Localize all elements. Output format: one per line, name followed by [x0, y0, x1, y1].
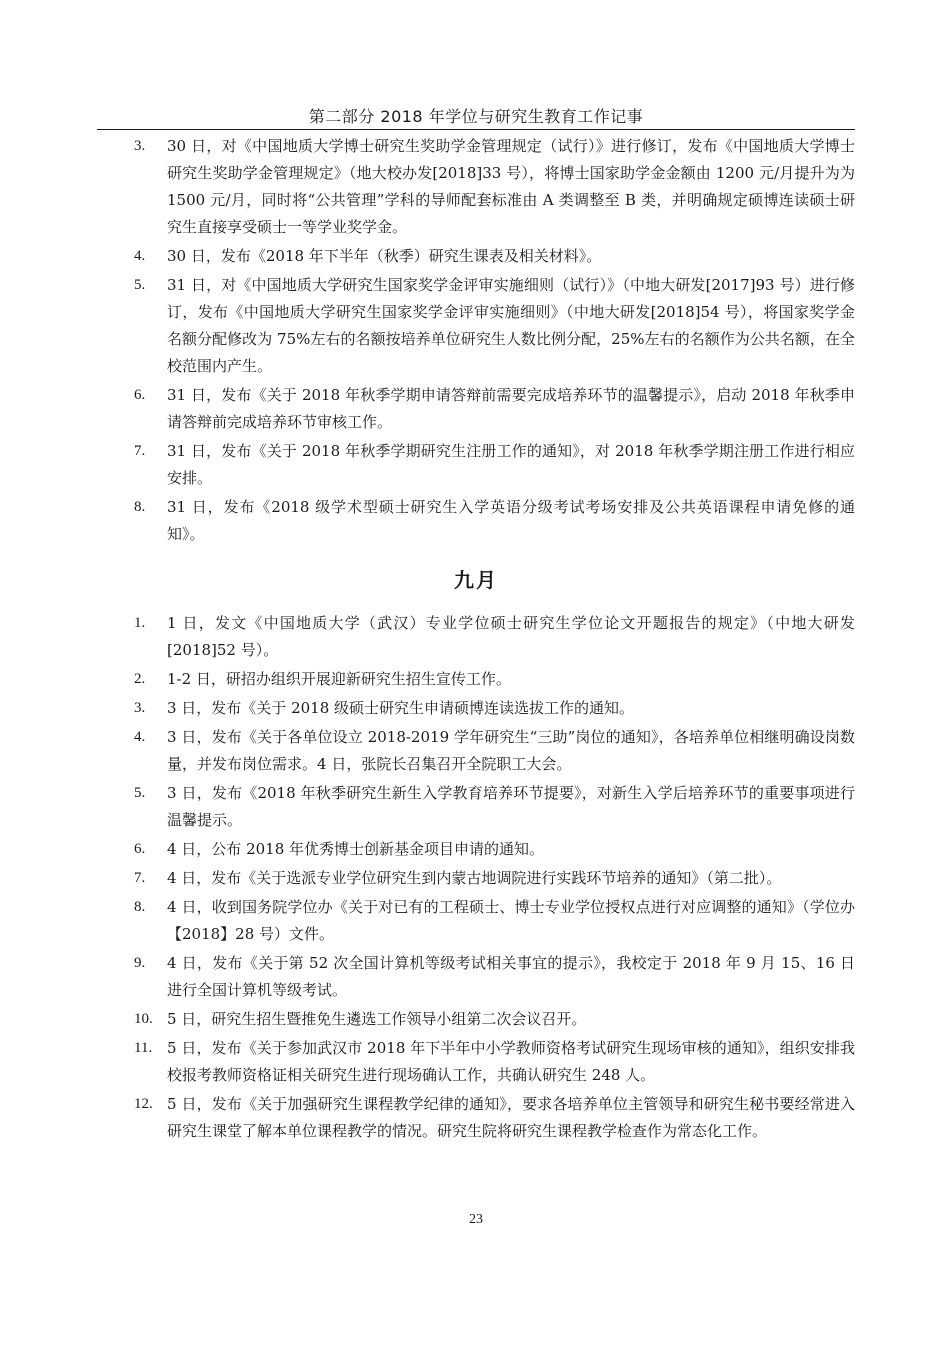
- list-item: [97, 243, 855, 270]
- august-event-list: [97, 133, 855, 550]
- item-number: 7.: [134, 870, 146, 886]
- item-text: 31 日，对《中国地质大学研究生国家奖学金评审实施细则（试行）》（中地大研发[2017]93 号）进行修订，发布《中国地质大学研究生国家奖学金评审实施细则》（中地大研发[2018]54 号），将国家奖学金名额分配修改为 75%左右的名额按培养单位研究生人数比例分配，25%左右的名额作为公共名额，在全校范围内产生。: [167, 276, 855, 375]
- item-number: 12.: [134, 1096, 153, 1112]
- list-item: [97, 133, 855, 241]
- item-number: 8.: [134, 899, 146, 915]
- item-number: 11.: [134, 1040, 153, 1056]
- item-number: 4.: [134, 248, 146, 264]
- item-text: 30 日，对《中国地质大学博士研究生奖助学金管理规定（试行）》进行修订，发布《中国地质大学博士研究生奖助学金管理规定》（地大校办发[2018]33 号），将博士国家助学金金额由 1200 元/月提升为为 1500 元/月，同时将“公共管理”学科的导师配套标准由 A 类调整至 B 类，并明确规定硕博连读硕士研究生直接享受硕士一等学业奖学金。: [167, 137, 855, 236]
- item-text: 3 日，发布《关于 2018 级硕士研究生申请硕博连读选拔工作的通知。: [167, 699, 635, 717]
- item-number: 1.: [134, 615, 146, 631]
- item-number: 3.: [134, 138, 146, 154]
- item-number: 2.: [134, 671, 146, 687]
- list-item: [97, 865, 855, 892]
- item-number: 6.: [134, 387, 146, 403]
- item-text: 1-2 日，研招办组织开展迎新研究生招生宣传工作。: [167, 670, 511, 688]
- page-number: 23: [469, 1212, 483, 1227]
- list-item: [97, 780, 855, 834]
- item-text: 31 日，发布《关于 2018 年秋季学期申请答辩前需要完成培养环节的温馨提示》，启动 2018 年秋季申请答辩前完成培养环节审核工作。: [167, 386, 855, 431]
- item-text: 4 日，发布《关于选派专业学位研究生到内蒙古地调院进行实践环节培养的通知》（第二批）。: [167, 869, 782, 887]
- item-number: 8.: [134, 499, 146, 515]
- item-text: 3 日，发布《2018 年秋季研究生新生入学教育培养环节提要》，对新生入学后培养环节的重要事项进行温馨提示。: [167, 784, 855, 829]
- list-item: [97, 1035, 855, 1089]
- item-number: 4.: [134, 729, 146, 745]
- item-number: 5.: [134, 785, 146, 801]
- list-item: [97, 494, 855, 548]
- list-item: [97, 724, 855, 778]
- item-text: 4 日，发布《关于第 52 次全国计算机等级考试相关事宜的提示》，我校定于 2018 年 9 月 15、16 日进行全国计算机等级考试。: [167, 954, 855, 999]
- list-item: [97, 382, 855, 436]
- item-text: 5 日，发布《关于参加武汉市 2018 年下半年中小学教师资格考试研究生现场审核的通知》，组织安排我校报考教师资格证相关研究生进行现场确认工作，共确认研究生 248 人。: [167, 1039, 855, 1084]
- section-heading-september: 九月: [454, 568, 498, 592]
- list-item: [97, 1091, 855, 1145]
- item-number: 5.: [134, 277, 146, 293]
- list-item: [97, 666, 855, 693]
- item-text: 5 日，发布《关于加强研究生课程教学纪律的通知》，要求各培养单位主管领导和研究生秘书要经常进入研究生课堂了解本单位课程教学的情况。研究生院将研究生课程教学检查作为常态化工作。: [167, 1095, 855, 1140]
- list-item: [97, 1006, 855, 1033]
- list-item: [97, 695, 855, 722]
- item-text: 4 日，公布 2018 年优秀博士创新基金项目申请的通知。: [167, 840, 545, 858]
- list-item: [97, 610, 855, 664]
- item-text: 31 日，发布《关于 2018 年秋季学期研究生注册工作的通知》，对 2018 年秋季学期注册工作进行相应安排。: [167, 442, 855, 487]
- item-text: 30 日，发布《2018 年下半年（秋季）研究生课表及相关材料》。: [167, 247, 602, 265]
- list-item: [97, 438, 855, 492]
- item-number: 6.: [134, 841, 146, 857]
- item-number: 10.: [134, 1011, 153, 1027]
- item-text: 1 日，发文《中国地质大学（武汉）专业学位硕士研究生学位论文开题报告的规定》（中地大研发[2018]52 号）。: [167, 614, 855, 659]
- list-item: [97, 894, 855, 948]
- item-text: 4 日，收到国务院学位办《关于对已有的工程硕士、博士专业学位授权点进行对应调整的通知》（学位办【2018】28 号）文件。: [167, 898, 855, 943]
- item-text: 5 日，研究生招生暨推免生遴选工作领导小组第二次会议召开。: [167, 1010, 587, 1028]
- september-event-list: [97, 610, 855, 1147]
- item-number: 3.: [134, 700, 146, 716]
- item-number: 7.: [134, 443, 146, 459]
- running-header: 第二部分 2018 年学位与研究生教育工作记事: [308, 107, 644, 126]
- item-text: 31 日，发布《2018 级学术型硕士研究生入学英语分级考试考场安排及公共英语课程申请免修的通知》。: [167, 498, 855, 543]
- list-item: [97, 272, 855, 380]
- item-number: 9.: [134, 955, 146, 971]
- header-divider: [97, 129, 855, 130]
- list-item: [97, 950, 855, 1004]
- item-text: 3 日，发布《关于各单位设立 2018-2019 学年研究生“三助”岗位的通知》，各培养单位相继明确设岗数量，并发布岗位需求。4 日，张院长召集召开全院职工大会。: [167, 728, 855, 773]
- list-item: [97, 836, 855, 863]
